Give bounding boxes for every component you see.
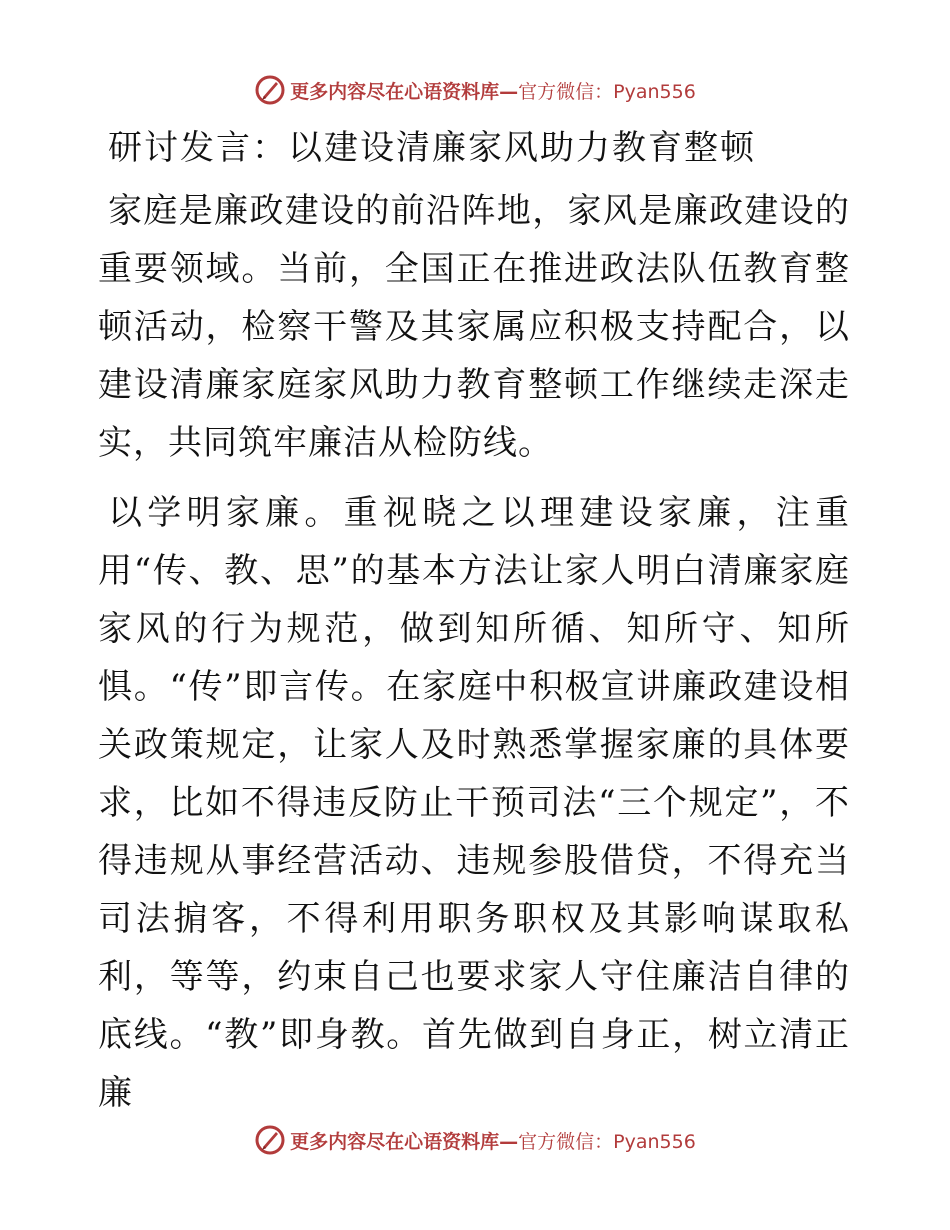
footer-watermark-text: 更多内容尽在心语资料库—	[290, 1130, 519, 1153]
header-watermark	[0, 70, 950, 110]
footer-watermark-wechat: 官方微信：Pyan556	[518, 1130, 696, 1153]
document-title: 研讨发言：以建设清廉家风助力教育整顿	[108, 128, 756, 168]
paragraph: 以学明家廉。重视晓之以理建设家廉，注重用“传、教、思”的基本方法让家人明白清廉家庭家风的行为规范，做到知所循、知所守、知所惧。“传”即言传。在家庭中积极宣讲廉政建设相关政策规定，让家人及时熟悉掌握家廉的具体要求，比如不得违反防止干预司法“三个规定”，不得违规从事经营活动、违规参股借贷，不得充当司法掮客，不得利用职务职权及其影响谋取私利，等等，约束自己也要求家人守住廉洁自律的底线。“教”即身教。首先做到自身正，树立清正廉	[98, 493, 850, 1113]
document-body	[98, 122, 850, 1134]
paragraph: 家庭是廉政建设的前沿阵地，家风是廉政建设的重要领域。当前，全国正在推进政法队伍教育整顿活动，检察干警及其家属应积极支持配合，以建设清廉家庭家风助力教育整顿工作继续走深走实，共同筑牢廉洁从检防线。	[98, 191, 850, 463]
header-watermark-wechat: 官方微信：Pyan556	[518, 80, 696, 103]
header-watermark-text: 更多内容尽在心语资料库—	[290, 80, 519, 103]
quill-pen-logo-icon	[254, 74, 286, 106]
quill-pen-logo-icon	[254, 1124, 286, 1156]
footer-watermark	[0, 1120, 950, 1160]
